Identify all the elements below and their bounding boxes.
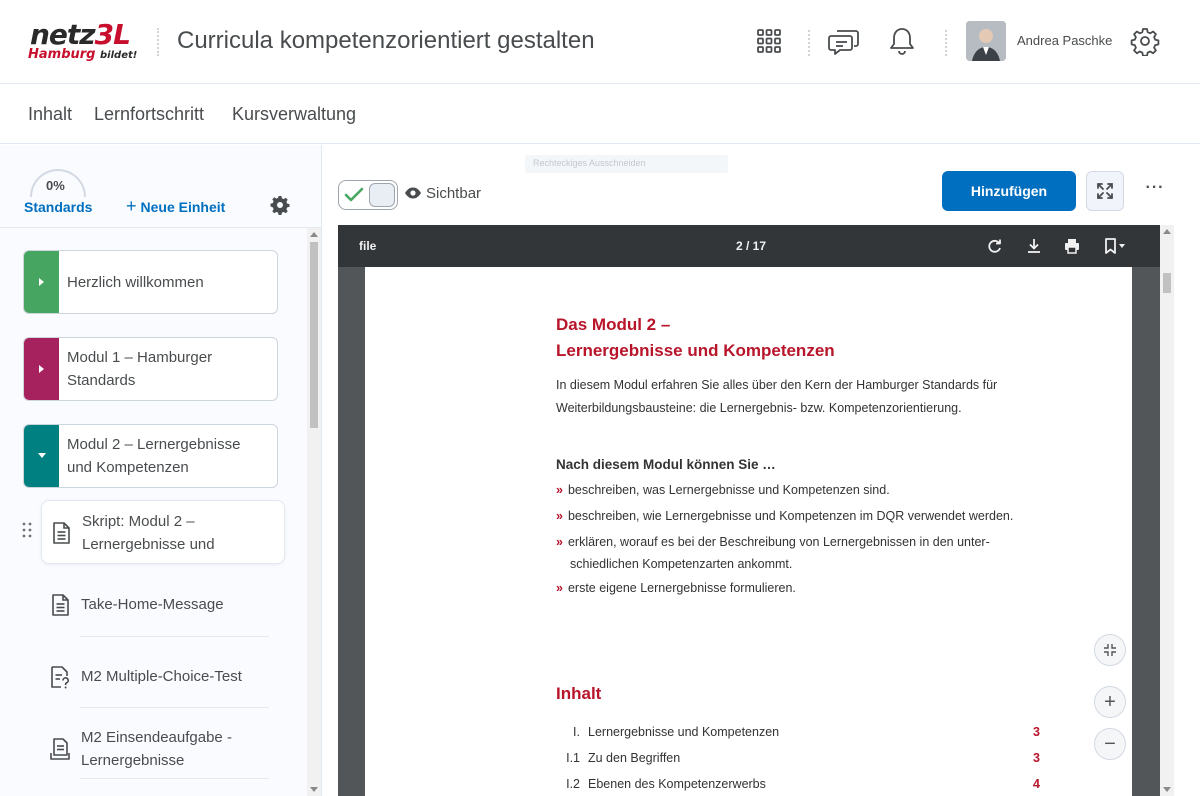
- unit-card-modul-2[interactable]: [23, 424, 278, 488]
- divider: [80, 707, 269, 708]
- scroll-down-arrow-icon[interactable]: [1163, 787, 1171, 792]
- course-title: Curricula kompetenzorientiert gestalten: [177, 27, 595, 54]
- caret-down-icon: [37, 452, 47, 460]
- divider: [80, 778, 269, 779]
- header-divider: [808, 30, 810, 56]
- toc-row: [556, 777, 1040, 791]
- progress-label[interactable]: Standards: [24, 199, 93, 215]
- visibility-toggle[interactable]: [338, 180, 398, 210]
- toc-settings-gear-icon[interactable]: [270, 195, 292, 217]
- header-divider: [157, 28, 159, 56]
- document-icon: [50, 521, 72, 545]
- logo-tagline: [28, 48, 137, 63]
- divider: [80, 636, 269, 637]
- toc-number: I.1: [566, 751, 580, 765]
- drag-handle-icon[interactable]: [22, 522, 32, 538]
- add-button[interactable]: Hinzufügen: [942, 171, 1076, 211]
- logo-accent: 3L: [94, 18, 130, 51]
- logo-main: netz: [30, 18, 95, 51]
- nav-item-lernfortschritt[interactable]: Lernfortschritt: [94, 104, 205, 124]
- topic-item-einsendeaufgabe[interactable]: [41, 723, 269, 775]
- caret-right-icon: [38, 364, 46, 374]
- scroll-up-arrow-icon[interactable]: [310, 232, 318, 237]
- pdf-page-indicator: 2 / 17: [736, 239, 767, 253]
- toc-scrollbar[interactable]: [307, 228, 321, 796]
- bullet-text: beschreiben, wie Lernergebnisse und Kompetenzen im DQR verwendet werden.: [567, 509, 1014, 523]
- pdf-intro-line1: In diesem Modul erfahren Sie alles über den Kern der Hamburger Standards für: [556, 378, 998, 392]
- header-divider: [945, 30, 947, 56]
- unit-color-stripe: [24, 338, 59, 400]
- topic-label: Take-Home-Message: [81, 596, 224, 613]
- settings-gear-icon[interactable]: [1128, 24, 1162, 58]
- progress-percent: 0%: [46, 178, 65, 193]
- faint-tooltip: Rechteckiges Ausschneiden: [525, 155, 728, 173]
- pdf-page: [365, 267, 1132, 796]
- topic-item-take-home-message[interactable]: [41, 585, 269, 625]
- toc-page: 3: [1033, 725, 1040, 739]
- scroll-down-arrow-icon[interactable]: [310, 787, 318, 792]
- logo-sub2: bildet!: [100, 50, 138, 61]
- pdf-module-title-line1: Das Modul 2 –: [556, 315, 671, 334]
- divider: [0, 227, 322, 228]
- logo-sub: Hamburg: [28, 47, 96, 62]
- pdf-bullet: [556, 531, 1046, 575]
- toc-number: I.2: [566, 777, 580, 791]
- topic-label: M2 Multiple-Choice-Test: [81, 668, 242, 685]
- logo-wordmark: [30, 20, 130, 50]
- toc-row: [556, 751, 1040, 765]
- eye-icon: [404, 186, 422, 200]
- toggle-knob: [369, 183, 395, 207]
- pdf-subheading: Nach diesem Modul können Sie …: [556, 457, 776, 472]
- bullet-text: erklären, worauf es bei der Beschreibung von Lernergebnissen in den unter-: [567, 535, 990, 549]
- pdf-bullet: [556, 479, 1046, 501]
- netz3l-logo[interactable]: [28, 20, 140, 64]
- unit-color-stripe: [24, 425, 59, 487]
- unit-color-stripe: [24, 251, 59, 313]
- toc-title: Lernergebnisse und Kompetenzen: [588, 725, 780, 739]
- expand-icon: [1096, 182, 1114, 200]
- toc-title: Ebenen des Kompetenzerwerbs: [588, 777, 766, 791]
- toc-page: 3: [1033, 751, 1040, 765]
- nav-item-kursverwaltung[interactable]: Kursverwaltung: [232, 104, 357, 124]
- zoom-out-button[interactable]: −: [1094, 728, 1126, 760]
- bullet-mark-icon: »: [556, 483, 563, 497]
- toc-number: I.: [573, 725, 580, 739]
- toc-title: Zu den Begriffen: [588, 751, 681, 765]
- fit-page-icon: [1103, 643, 1117, 657]
- bullet-mark-icon: »: [556, 509, 563, 523]
- fit-page-button[interactable]: [1094, 634, 1126, 666]
- pdf-bullet: [556, 505, 1046, 527]
- topic-label: Skript: Modul 2 – Lernergebnisse und: [82, 513, 215, 553]
- table-of-contents-panel: [0, 145, 322, 796]
- new-unit-button[interactable]: [126, 196, 225, 217]
- plus-icon: +: [126, 196, 137, 216]
- visibility-label: Sichtbar: [426, 185, 482, 202]
- grid-icon[interactable]: [752, 24, 786, 58]
- topic-item-multiple-choice-test[interactable]: [41, 657, 269, 697]
- rotate-icon[interactable]: [986, 237, 1004, 255]
- pdf-module-title-line2: Lernergebnisse und Kompetenzen: [556, 341, 835, 360]
- fullscreen-button[interactable]: [1086, 171, 1124, 211]
- checkmark-icon: [344, 187, 364, 203]
- pdf-viewer[interactable]: [338, 225, 1160, 796]
- viewer-scrollbar[interactable]: [1160, 225, 1174, 796]
- avatar[interactable]: [966, 21, 1006, 61]
- pdf-file-name: file: [359, 239, 377, 253]
- course-navbar: [0, 84, 1200, 144]
- topic-label: M2 Einsendeaufgabe - Lernergebnisse: [81, 729, 232, 769]
- new-unit-label: Neue Einheit: [140, 199, 226, 215]
- unit-card-herzlich-willkommen[interactable]: [23, 250, 278, 314]
- scroll-up-arrow-icon[interactable]: [1163, 229, 1171, 234]
- nav-item-inhalt[interactable]: Inhalt: [28, 104, 73, 124]
- toc-page: 4: [1033, 777, 1040, 791]
- unit-card-modul-1[interactable]: [23, 337, 278, 401]
- bullet-mark-icon: »: [556, 581, 563, 595]
- top-header: [0, 0, 1200, 84]
- print-icon[interactable]: [1063, 237, 1081, 255]
- pdf-toc-heading: Inhalt: [556, 684, 602, 703]
- pdf-intro-line2: Weiterbildungsbausteine: die Lernergebnis- bzw. Kompetenzorientierung.: [556, 401, 962, 415]
- scrollbar-thumb[interactable]: [310, 242, 318, 428]
- topic-item-skript[interactable]: [41, 500, 285, 564]
- bell-icon[interactable]: [885, 24, 919, 58]
- bullet-text-continued: schiedlichen Kompetenzarten ankommt.: [570, 557, 793, 571]
- caret-right-icon: [38, 277, 46, 287]
- unit-label: Herzlich willkommen: [67, 273, 204, 291]
- unit-label: Modul 1 – Hamburger Standards: [67, 349, 213, 389]
- toc-row: [556, 725, 1040, 739]
- user-name[interactable]: Andrea Paschke: [1017, 33, 1113, 48]
- bullet-text: beschreiben, was Lernergebnisse und Kompetenzen sind.: [567, 483, 890, 497]
- bullet-mark-icon: »: [556, 535, 563, 549]
- download-icon[interactable]: [1025, 237, 1043, 255]
- bookmark-dropdown-icon[interactable]: [1102, 237, 1128, 255]
- zoom-in-button[interactable]: +: [1094, 686, 1126, 718]
- document-icon: [49, 593, 71, 617]
- bullet-text: erste eigene Lernergebnisse formulieren.: [567, 581, 796, 595]
- pdf-toolbar: [338, 225, 1160, 267]
- more-options-icon[interactable]: ···: [1145, 179, 1165, 196]
- pdf-bullet: [556, 577, 1046, 599]
- quiz-icon: [49, 665, 71, 689]
- scrollbar-thumb[interactable]: [1163, 273, 1171, 293]
- chat-icon[interactable]: [827, 24, 861, 58]
- assignment-icon: [49, 737, 71, 761]
- unit-label: Modul 2 – Lernergebnisse und Kompetenzen: [67, 436, 241, 476]
